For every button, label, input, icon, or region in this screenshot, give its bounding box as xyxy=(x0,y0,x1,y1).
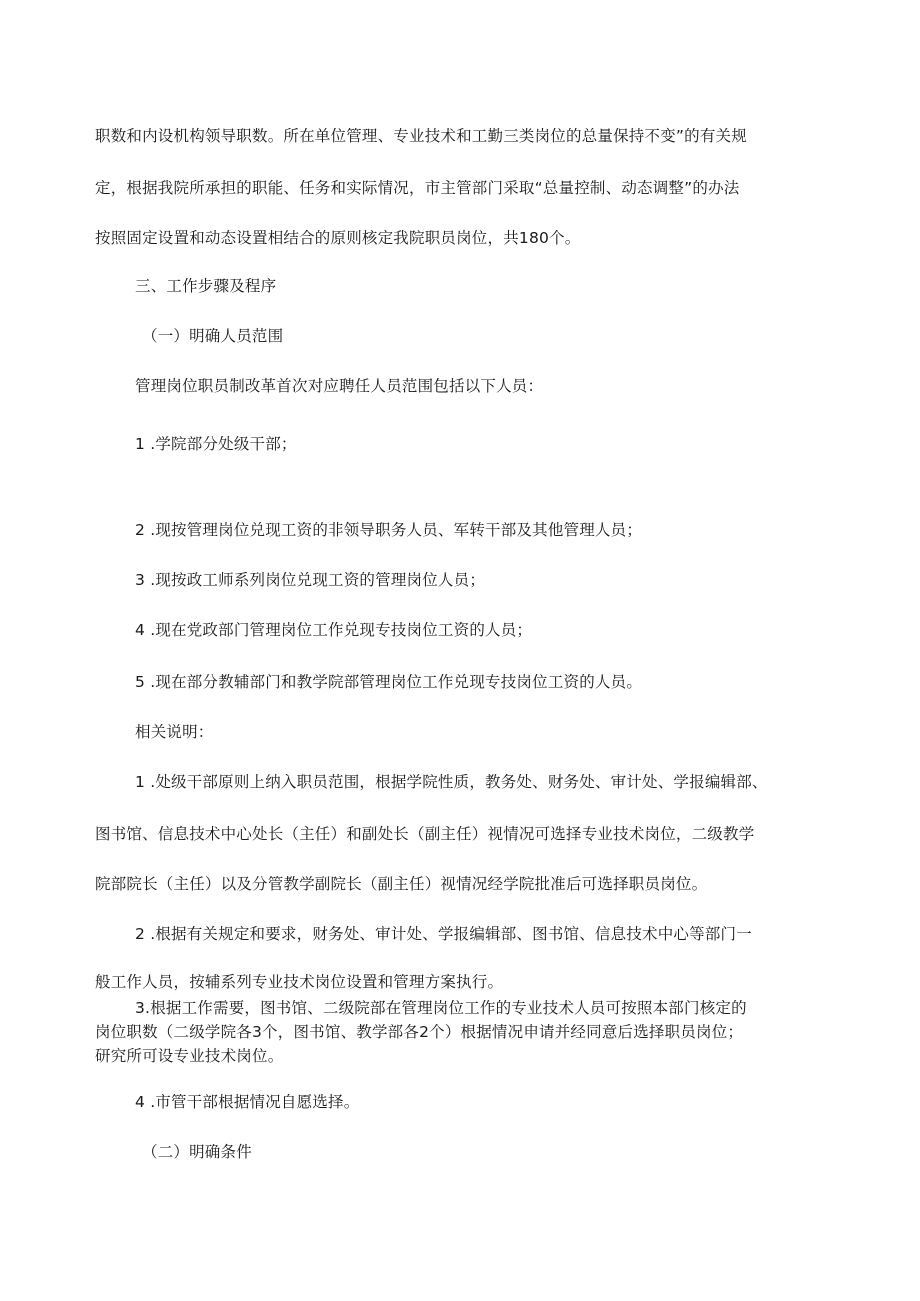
list-item: 4 .现在党政部门管理岗位工作兑现专技岗位工资的人员； xyxy=(135,621,533,639)
list-item: 2 .现按管理岗位兑现工资的非领导职务人员、军转干部及其他管理人员； xyxy=(135,521,643,539)
subsection-heading: （二）明确条件 xyxy=(142,1143,252,1161)
paragraph-line: 管理岗位职员制改革首次对应聘任人员范围包括以下人员： xyxy=(135,377,544,395)
list-item: 3 .现按政工师系列岗位兑现工资的管理岗位人员； xyxy=(135,571,486,589)
note-item: 1 .处级干部原则上纳入职员范围，根据学院性质，教务处、财务处、审计处、学报编辑部、 xyxy=(135,773,768,791)
list-item: 5 .现在部分教辅部门和教学院部管理岗位工作兑现专技岗位工资的人员。 xyxy=(135,673,643,691)
note-heading: 相关说明： xyxy=(135,723,214,741)
paragraph-line: 研究所可设专业技术岗位。 xyxy=(95,1047,284,1065)
note-item: 3.根据工作需要，图书馆、二级院部在管理岗位工作的专业技术人员可按照本部门核定的 xyxy=(135,999,747,1017)
paragraph-line: 岗位职数（二级学院各3个，图书馆、教学部各2个）根据情况申请并经同意后选择职员岗位； xyxy=(95,1023,744,1041)
subsection-heading: （一）明确人员范围 xyxy=(142,327,284,345)
paragraph-line: 职数和内设机构领导职数。所在单位管理、专业技术和工勤三类岗位的总量保持不变”的有关规 xyxy=(95,127,747,145)
paragraph-line: 院部院长（主任）以及分管教学副院长（副主任）视情况经学院批准后可选择职员岗位。 xyxy=(95,875,708,893)
paragraph-line: 般工作人员，按辅系列专业技术岗位设置和管理方案执行。 xyxy=(95,973,504,991)
paragraph-line: 图书馆、信息技术中心处长（主任）和副处长（副主任）视情况可选择专业技术岗位，二级教学 xyxy=(95,825,755,843)
section-heading: 三、工作步骤及程序 xyxy=(135,277,277,295)
note-item: 4 .市管干部根据情况自愿选择。 xyxy=(135,1093,360,1111)
paragraph-line: 按照固定设置和动态设置相结合的原则核定我院职员岗位，共180个。 xyxy=(95,229,581,247)
note-item: 2 .根据有关规定和要求，财务处、审计处、学报编辑部、图书馆、信息技术中心等部门一 xyxy=(135,925,752,943)
paragraph-line: 定，根据我院所承担的职能、任务和实际情况，市主管部门采取“总量控制、动态调整”的办法 xyxy=(95,179,740,197)
list-item: 1 .学院部分处级干部； xyxy=(135,435,297,453)
